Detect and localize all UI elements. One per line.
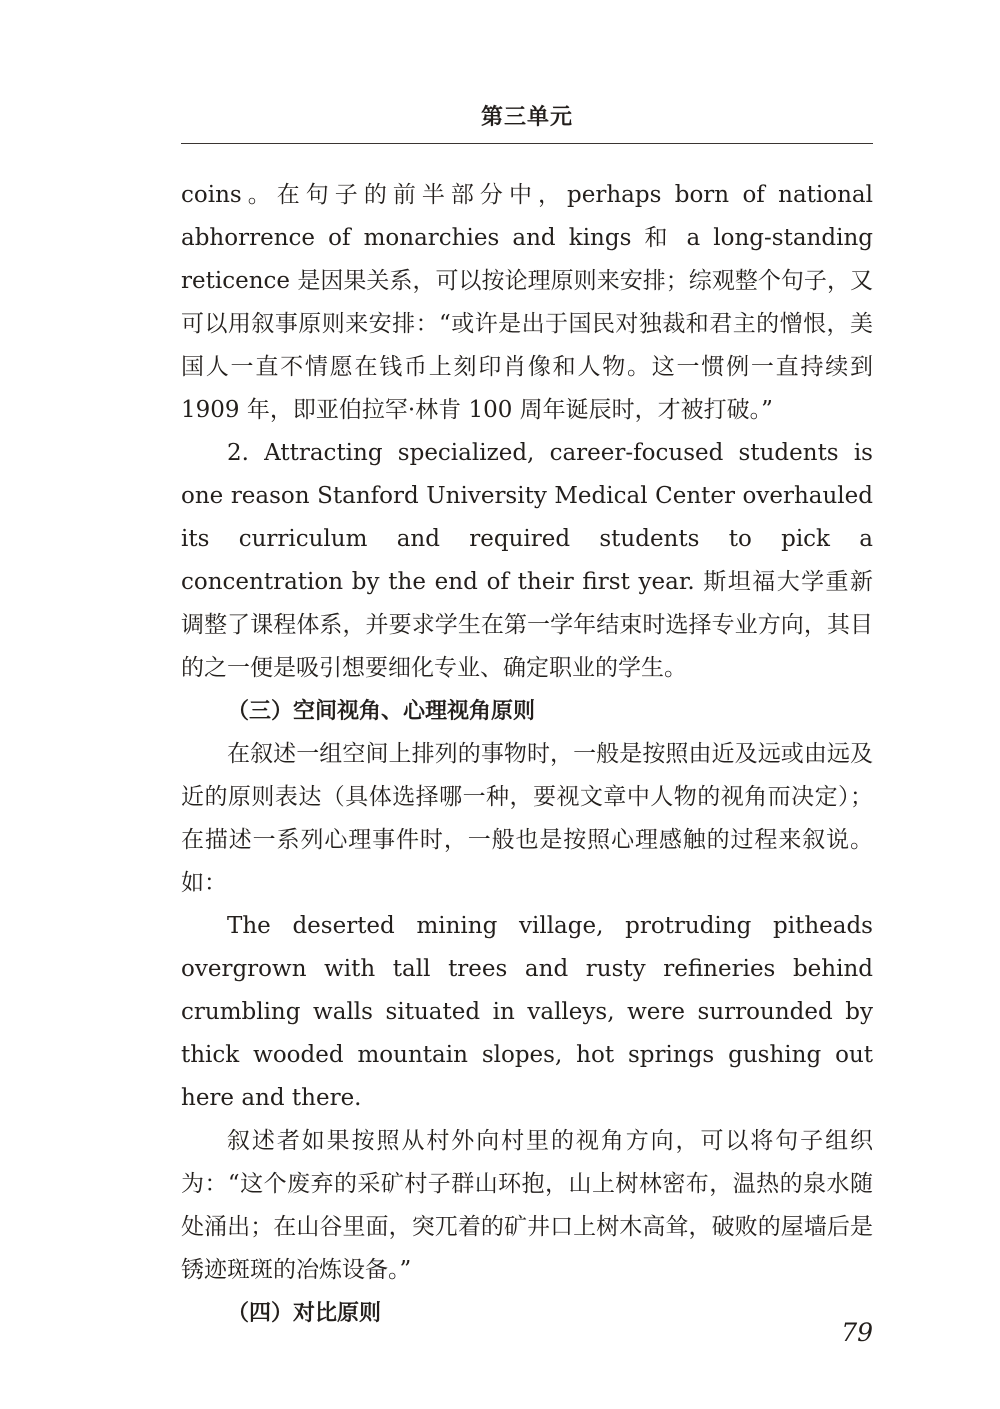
paragraph-coins-analysis: coins。在句子的前半部分中，perhaps born of national abhorrence of monarchies and kings 和 a long-standing reticence 是因果关系，可以按论理原则来安排；综观整个句子，又可以用叙事原则来安排：“或许是出于国民对独裁和君主的憎恨，美国人一直不情愿在钱币上刻印肖像和人物。这一惯例一直持续到 1909 年，即亚伯拉罕·林肯 100 周年诞辰时，才被打破。” bbox=[181, 182, 873, 423]
paragraph-english-example: The deserted mining village, protruding pitheads overgrown with tall trees and rusty refineries behind crumbling walls situated in valleys, were surrounded by thick wooded mountain slopes, hot springs gushing out here and there. bbox=[181, 913, 873, 1111]
paragraph-spatial-explanation: 在叙述一组空间上排列的事物时，一般是按照由近及远或由远及近的原则表达（具体选择哪一种，要视文章中人物的视角而决定）；在描述一系列心理事件时，一般也是按照心理感触的过程来叙说。如： bbox=[181, 741, 873, 896]
example-2-paragraph: 2. Attracting specialized, career-focused students is one reason Stanford University Medical Center overhauled its curriculum and required students to pick a concentration by the end of their first year. 斯坦福大学重新调整了课程体系，并要求学生在第一学年结束时选择专业方向，其目的之一便是吸引想要细化专业、确定职业的学生。 bbox=[181, 440, 873, 681]
section-heading-contrast: （四）对比原则 bbox=[227, 1301, 382, 1326]
section-heading-spatial-psychological: （三）空间视角、心理视角原则 bbox=[227, 699, 536, 724]
header-rule bbox=[181, 143, 873, 144]
paragraph-translation-example: 叙述者如果按照从村外向村里的视角方向，可以将句子组织为：“这个废弃的采矿村子群山环抱，山上树林密布，温热的泉水随处涌出；在山谷里面，突兀着的矿井口上树木高耸，破败的屋墙后是锈迹斑斑的冶炼设备。” bbox=[181, 1128, 873, 1283]
page-number: 79 bbox=[841, 1318, 873, 1347]
page-body bbox=[181, 174, 873, 1335]
running-head: 第三单元 bbox=[480, 105, 573, 130]
